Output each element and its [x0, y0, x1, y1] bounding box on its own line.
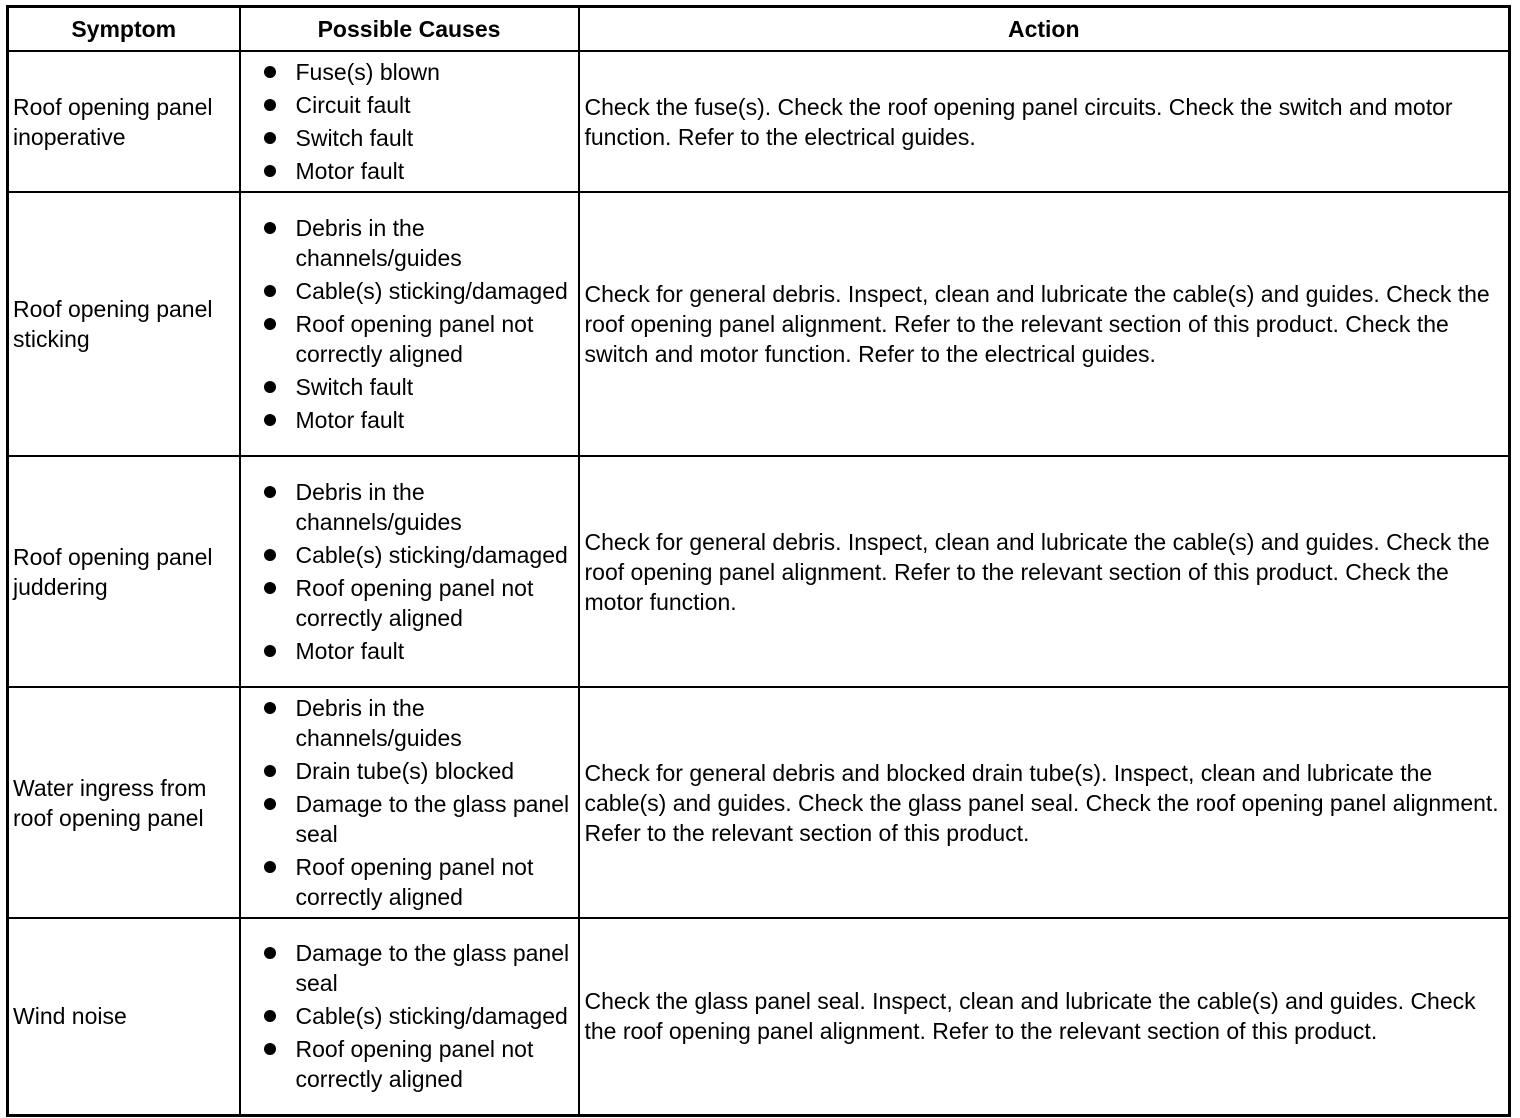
- cause-item: Motor fault: [241, 636, 578, 666]
- cause-item: Roof opening panel not correctly aligned: [241, 309, 578, 369]
- cause-list: [241, 213, 578, 435]
- diagnosis-table: [6, 5, 1511, 1117]
- causes-cell: [240, 192, 579, 456]
- cause-list: [241, 477, 578, 666]
- action-cell: Check the fuse(s). Check the roof opening panel circuits. Check the switch and motor function. Refer to the electrical guides.: [579, 51, 1510, 192]
- cause-item: Debris in the channels/guides: [241, 477, 578, 537]
- cause-list: [241, 938, 578, 1094]
- symptom-cell: Roof opening panel juddering: [8, 456, 240, 687]
- cause-item: Damage to the glass panel seal: [241, 789, 578, 849]
- cause-item: Cable(s) sticking/damaged: [241, 1001, 578, 1031]
- action-cell: Check for general debris. Inspect, clean and lubricate the cable(s) and guides. Check the roof opening panel alignment. Refer to the relevant section of this product. Check the switch and motor function. Refer to the electrical guides.: [579, 192, 1510, 456]
- table-row: [8, 687, 1510, 918]
- cause-item: Circuit fault: [241, 90, 578, 120]
- cause-item: Switch fault: [241, 372, 578, 402]
- action-cell: Check the glass panel seal. Inspect, clean and lubricate the cable(s) and guides. Check the roof opening panel alignment. Refer to the relevant section of this product.: [579, 918, 1510, 1115]
- action-cell: Check for general debris and blocked drain tube(s). Inspect, clean and lubricate the cable(s) and guides. Check the glass panel seal. Check the roof opening panel alignment. Refer to the relevant section of this product.: [579, 687, 1510, 918]
- symptom-cell: Roof opening panel inoperative: [8, 51, 240, 192]
- header-possible-causes: Possible Causes: [240, 7, 579, 52]
- cause-item: Drain tube(s) blocked: [241, 756, 578, 786]
- cause-item: Damage to the glass panel seal: [241, 938, 578, 998]
- action-cell: Check for general debris. Inspect, clean and lubricate the cable(s) and guides. Check the roof opening panel alignment. Refer to the relevant section of this product. Check the motor function.: [579, 456, 1510, 687]
- header-action: Action: [579, 7, 1510, 52]
- cause-item: Cable(s) sticking/damaged: [241, 540, 578, 570]
- header-row: [8, 7, 1510, 52]
- cause-item: Debris in the channels/guides: [241, 693, 578, 753]
- cause-item: Motor fault: [241, 405, 578, 435]
- cause-list: [241, 693, 578, 912]
- table-row: [8, 192, 1510, 456]
- cause-item: Debris in the channels/guides: [241, 213, 578, 273]
- symptom-cell: Wind noise: [8, 918, 240, 1115]
- cause-item: Roof opening panel not correctly aligned: [241, 573, 578, 633]
- table-row: [8, 456, 1510, 687]
- causes-cell: [240, 51, 579, 192]
- cause-list: [241, 57, 578, 186]
- causes-cell: [240, 918, 579, 1115]
- symptom-cell: Water ingress from roof opening panel: [8, 687, 240, 918]
- causes-cell: [240, 687, 579, 918]
- cause-item: Motor fault: [241, 156, 578, 186]
- causes-cell: [240, 456, 579, 687]
- table-row: [8, 51, 1510, 192]
- cause-item: Fuse(s) blown: [241, 57, 578, 87]
- header-symptom: Symptom: [8, 7, 240, 52]
- cause-item: Roof opening panel not correctly aligned: [241, 852, 578, 912]
- cause-item: Cable(s) sticking/damaged: [241, 276, 578, 306]
- symptom-cell: Roof opening panel sticking: [8, 192, 240, 456]
- table-row: [8, 918, 1510, 1115]
- cause-item: Roof opening panel not correctly aligned: [241, 1034, 578, 1094]
- cause-item: Switch fault: [241, 123, 578, 153]
